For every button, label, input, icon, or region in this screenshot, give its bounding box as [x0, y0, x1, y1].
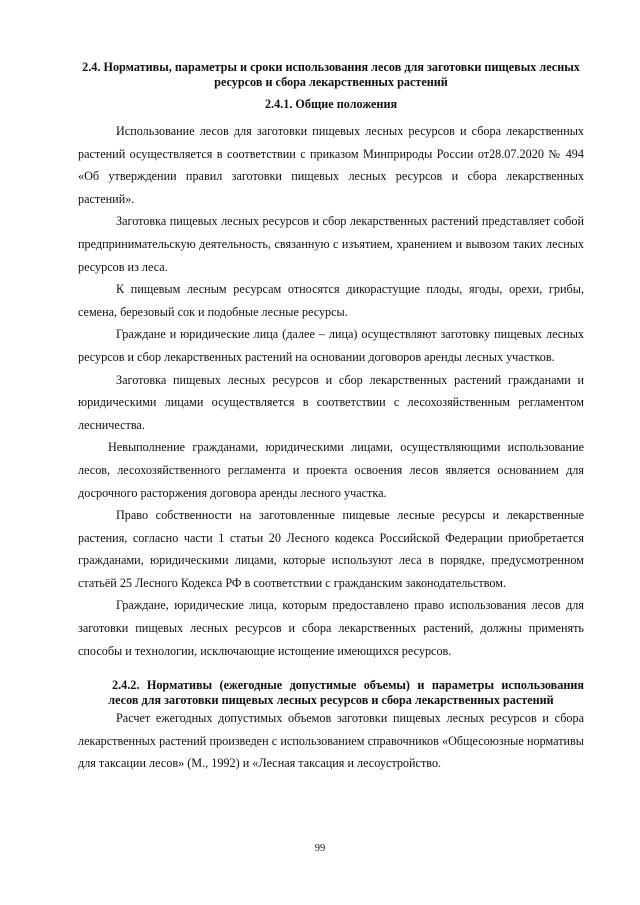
- subsection-title: 2.4.1. Общие положения: [264, 97, 398, 111]
- paragraph-7: Право собственности на заготовленные пищевые лесные ресурсы и лекарственные растения, согласно части 1 статьи 20 Лесного кодекса Российской Федерации приобретается гражданами, юридическими лицами, которые используют леса в порядке, предусмотренном статьёй 25 Лесного Кодекса РФ в соответствии с гражданским законодательством.: [78, 508, 584, 590]
- paragraph-8: Граждане, юридические лица, которым предоставлено право использования лесов для заготовки пищевых лесных ресурсов и сбора лекарственных растений, должны применять способы и технологии, исключающие истощение имеющихся ресурсов.: [78, 598, 584, 658]
- paragraph-9: Расчет ежегодных допустимых объемов заготовки пищевых лесных ресурсов и сбора лекарственных растений произведен с использованием справочников «Общесоюзные нормативы для таксации лесов» (М., 1992) и «Лесная таксация и лесоустройство.: [78, 711, 584, 771]
- section-gap: [78, 662, 584, 678]
- paragraph-3: К пищевым лесным ресурсам относятся дикорастущие плоды, ягоды, орехи, грибы, семена, березовый сок и подобные лесные ресурсы.: [78, 282, 584, 319]
- paragraph-1: Использование лесов для заготовки пищевых лесных ресурсов и сбора лекарственных растений осуществляется в соответствии с приказом Минприроды России от28.07.2020 № 494 «Об утверждении правил заготовки пищевых лесных ресурсов и сбора лекарственных растений».: [78, 124, 584, 206]
- paragraph-4: Граждане и юридические лица (далее – лица) осуществляют заготовку пищевых лесных ресурсов и сбор лекарственных растений на основании договоров аренды лесных участков.: [78, 327, 584, 364]
- paragraph-5: Заготовка пищевых лесных ресурсов и сбор лекарственных растений гражданами и юридическими лицами осуществляется в соответствии с лесохозяйственным регламентом лесничества.: [78, 372, 584, 432]
- paragraph-2: Заготовка пищевых лесных ресурсов и сбор лекарственных растений представляет собой предпринимательскую деятельность, связанную с изъятием, хранением и вывозом таких лесных ресурсов из леса.: [78, 214, 584, 274]
- paragraph-6: Невыполнение гражданами, юридическими лицами, осуществляющими использование лесов, лесохозяйственного регламента и проекта освоения лесов является основанием для досрочного расторжения договора аренды лесного участка.: [78, 440, 584, 500]
- section-title: 2.4. Нормативы, параметры и сроки использования лесов для заготовки пищевых лесных ресурсов и сбора лекарственных растений: [82, 60, 580, 89]
- page-number: 99: [314, 843, 326, 854]
- subsection-2-title: 2.4.2. Нормативы (ежегодные допустимые объемы) и параметры использования лесов для заготовки пищевых лесных ресурсов и сбора лекарственных растений: [108, 678, 584, 707]
